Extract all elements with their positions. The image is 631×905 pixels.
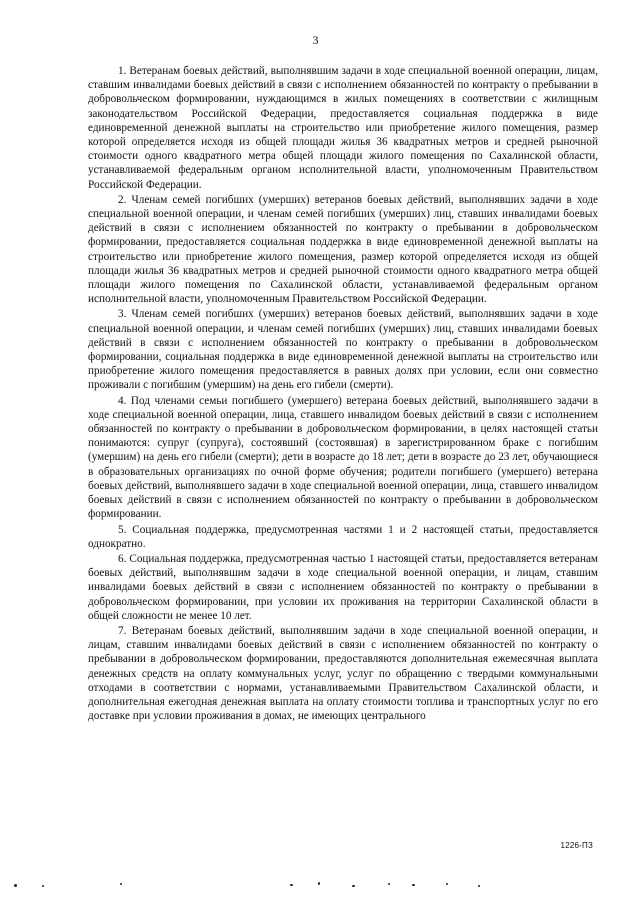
document-code: 1226-ПЗ	[560, 841, 593, 850]
document-body	[88, 64, 598, 724]
paragraph-4: 4. Под членами семьи погибшего (умершего) ветерана боевых действий, выполнявшего задачи в ходе специальной военной операции, лица, ставшего инвалидом боевых действий в связи с исполнением обязанностей по контракту о пребывании в добровольческом формировании, в целях настоящей статьи понимаются: супруг (супруга), состоявший (состоявшая) в зарегистрированном браке с погибшим (умершим) на день его гибели (смерти); дети в возрасте до 18 лет; дети в возрасте до 23 лет, обучающиеся в образовательных организациях по очной форме обучения; родители погибшего (умершего) ветерана боевых действий, выполнявшего задачи в ходе специальной военной операции, лица, ставшего инвалидом боевых действий в связи с исполнением обязанностей по контракту о пребывании в добровольческом формировании.	[88, 394, 598, 521]
scan-artifact	[0, 878, 631, 892]
paragraph-3: 3. Членам семей погибших (умерших) ветеранов боевых действий, выполнявших задачи в ходе специальной военной операции, и членам семей погибших (умерших) лиц, ставших инвалидами боевых действий в связи с исполнением обязанностей по контракту о пребывании в добровольческом формировании, социальная поддержка в виде единовременной денежной выплаты на строительство или приобретение жилого помещения предоставляется в равных долях при условии, если они совместно проживали с погибшим (умершим) на день его гибели (смерти).	[88, 308, 598, 392]
paragraph-7: 7. Ветеранам боевых действий, выполнявшим задачи в ходе специальной военной операции, и лицам, ставшим инвалидами боевых действий в связи с исполнением обязанностей по контракту о пребывании в добровольческом формировании, предоставляются дополнительная ежемесячная выплата денежных средств на оплату коммунальных услуг, услуг по обращению с твердыми коммунальными отходами в соответствии с нормами, устанавливаемыми Правительством Сахалинской области, и дополнительная ежегодная денежная выплата на оплату стоимости топлива и транспортных услуг по его доставке при условии проживания в домах, не имеющих центрального	[88, 624, 598, 723]
paragraph-1: 1. Ветеранам боевых действий, выполнявшим задачи в ходе специальной военной операции, лицам, ставшим инвалидами боевых действий в связи с исполнением обязанностей по контракту о пребывании в добровольческом формировании, нуждающимся в жилых помещениях в соответствии с жилищным законодательством Российской Федерации, предоставляется социальная поддержка в виде единовременной денежной выплаты на строительство или приобретение жилого помещения, размер которой определяется исходя из общей площади жилья 36 квадратных метров и средней рыночной стоимости одного квадратного метра общей площади жилого помещения по Сахалинской области, устанавливаемой федеральным органом исполнительной власти, уполномоченным Правительством Российской Федерации.	[88, 65, 598, 191]
page-number: 3	[312, 33, 319, 47]
paragraph-2: 2. Членам семей погибших (умерших) ветеранов боевых действий, выполнявших задачи в ходе специальной военной операции, и членам семей погибших (умерших) лиц, ставших инвалидами боевых действий в связи с исполнением обязанностей по контракту о пребывании в добровольческом формировании, предоставляется социальная поддержка в виде единовременной денежной выплаты на строительство или приобретение жилого помещения, размер которой определяется исходя из общей площади жилья 36 квадратных метров и средней рыночной стоимости одного квадратного метра общей площади жилого помещения по Сахалинской области, устанавливаемой федеральным органом исполнительной власти, уполномоченным Правительством Российской Федерации.	[88, 193, 598, 306]
paragraph-5: 5. Социальная поддержка, предусмотренная частями 1 и 2 настоящей статьи, предоставляется однократно.	[88, 523, 598, 550]
paragraph-6: 6. Социальная поддержка, предусмотренная частью 1 настоящей статьи, предоставляется ветеранам боевых действий, выполнявшим задачи в ходе специальной военной операции, и лицам, ставшим инвалидами боевых действий в связи с исполнением обязанностей по контракту о пребывании в добровольческом формировании, при условии их проживания на территории Сахалинской области в общей сложности не менее 10 лет.	[88, 552, 598, 622]
